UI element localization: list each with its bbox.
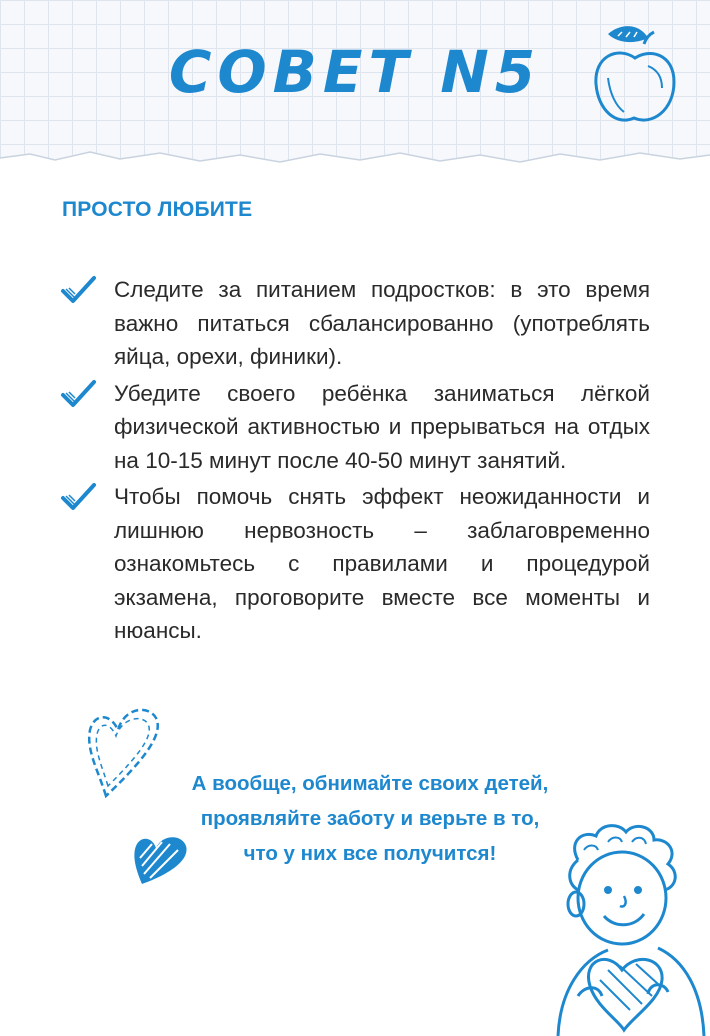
tip-text: Чтобы помочь снять эффект неожиданности и лишнюю нервозность – заблаговременно ознакомьтесь с правилами и процедурой экзамена, проговорите вместе все моменты и нюансы.	[114, 484, 650, 643]
section-heading: ПРОСТО ЛЮБИТЕ	[62, 198, 253, 221]
boy-with-heart-illustration	[538, 820, 710, 1036]
checkmark-icon	[60, 275, 96, 305]
list-item	[60, 377, 650, 478]
torn-paper-edge	[0, 140, 710, 180]
checkmark-icon	[60, 482, 96, 512]
apple-icon	[588, 22, 682, 130]
list-item	[60, 273, 650, 374]
checkmark-icon	[60, 379, 96, 409]
closing-line-3: что у них все получится!	[243, 842, 497, 865]
closing-message	[140, 766, 600, 871]
list-item	[60, 480, 650, 648]
tip-text: Следите за питанием подростков: в это время важно питаться сбалансированно (употреблять яйца, орехи, финики).	[114, 277, 650, 369]
closing-line-2: проявляйте заботу и верьте в то,	[200, 807, 540, 830]
page-title: COBET N5	[168, 38, 542, 106]
tips-list	[60, 273, 650, 651]
closing-line-1: А вообще, обнимайте своих детей,	[191, 772, 549, 795]
tip-text: Убедите своего ребёнка заниматься лёгкой физической активностью и прерываться на отдых на 10-15 минут после 40-50 минут занятий.	[114, 380, 650, 473]
